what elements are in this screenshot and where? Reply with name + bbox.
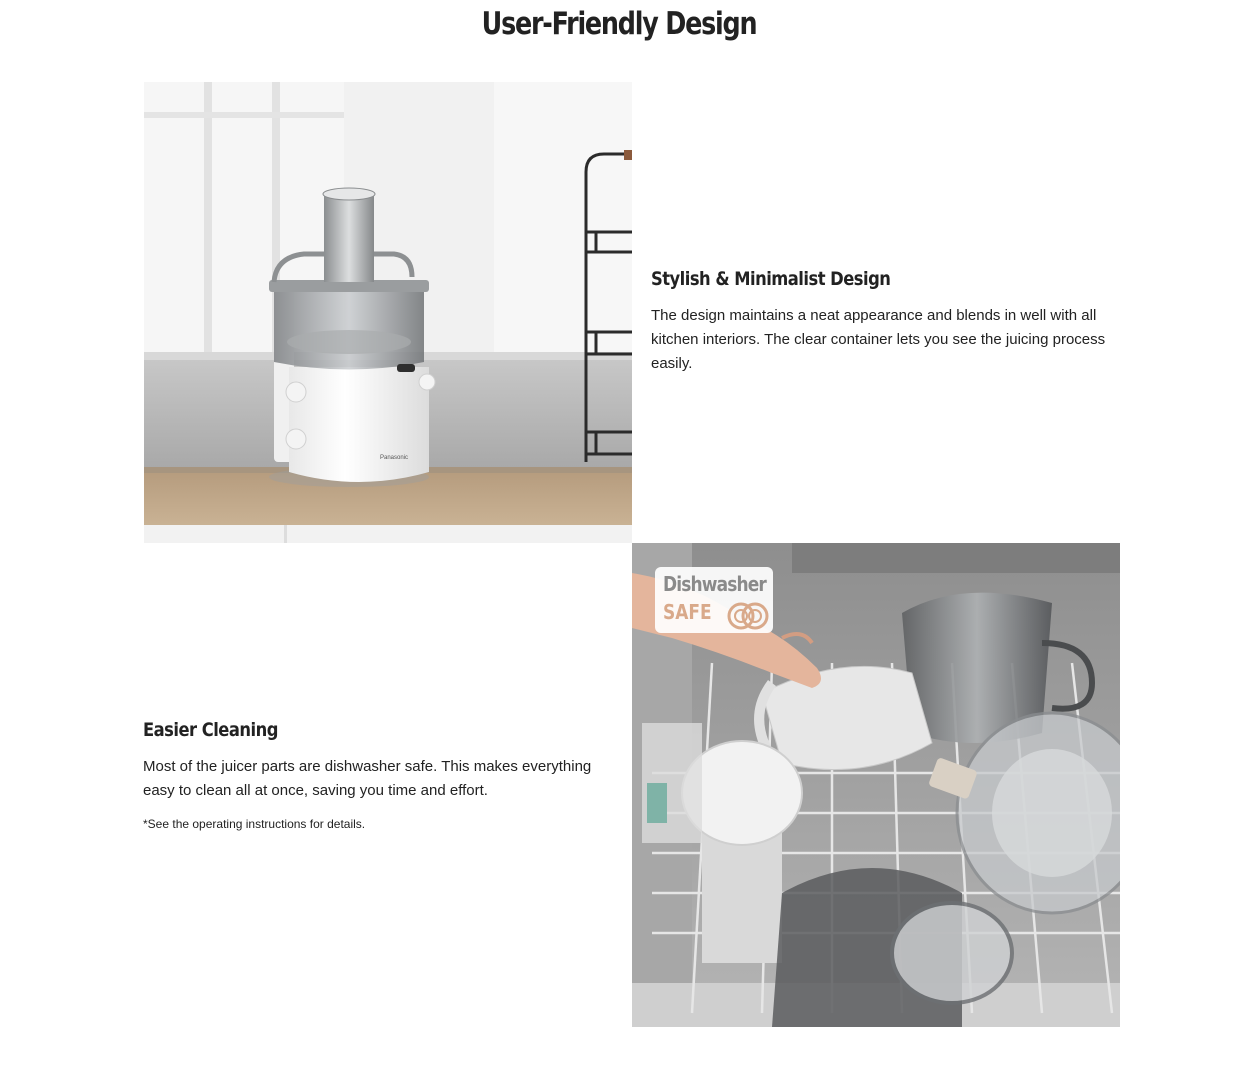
plates-icon — [725, 599, 773, 631]
feature-title: Stylish & Minimalist Design — [651, 268, 891, 290]
product-brand-label: Panasonic — [380, 455, 409, 461]
feature-stylish-design — [651, 268, 1111, 376]
feature-title: Easier Cleaning — [143, 719, 278, 741]
feature-description: The design maintains a neat appearance and blends in well with all kitchen interiors. The clear container lets you see the juicing process easily. — [651, 307, 1106, 372]
dishwasher-image — [632, 543, 1120, 1027]
page-title: User-Friendly Design — [481, 6, 757, 42]
badge-text-line1: Dishwasher — [663, 572, 766, 596]
dishwasher-safe-badge — [655, 567, 773, 633]
feature-footnote: *See the operating instructions for details. — [143, 817, 366, 831]
badge-text-line2: SAFE — [663, 600, 712, 624]
feature-easier-cleaning — [143, 719, 603, 831]
juicer-kitchen-image — [144, 82, 632, 543]
feature-description: Most of the juicer parts are dishwasher safe. This makes everything easy to clean all at once, saving you time and effort. — [143, 758, 592, 799]
